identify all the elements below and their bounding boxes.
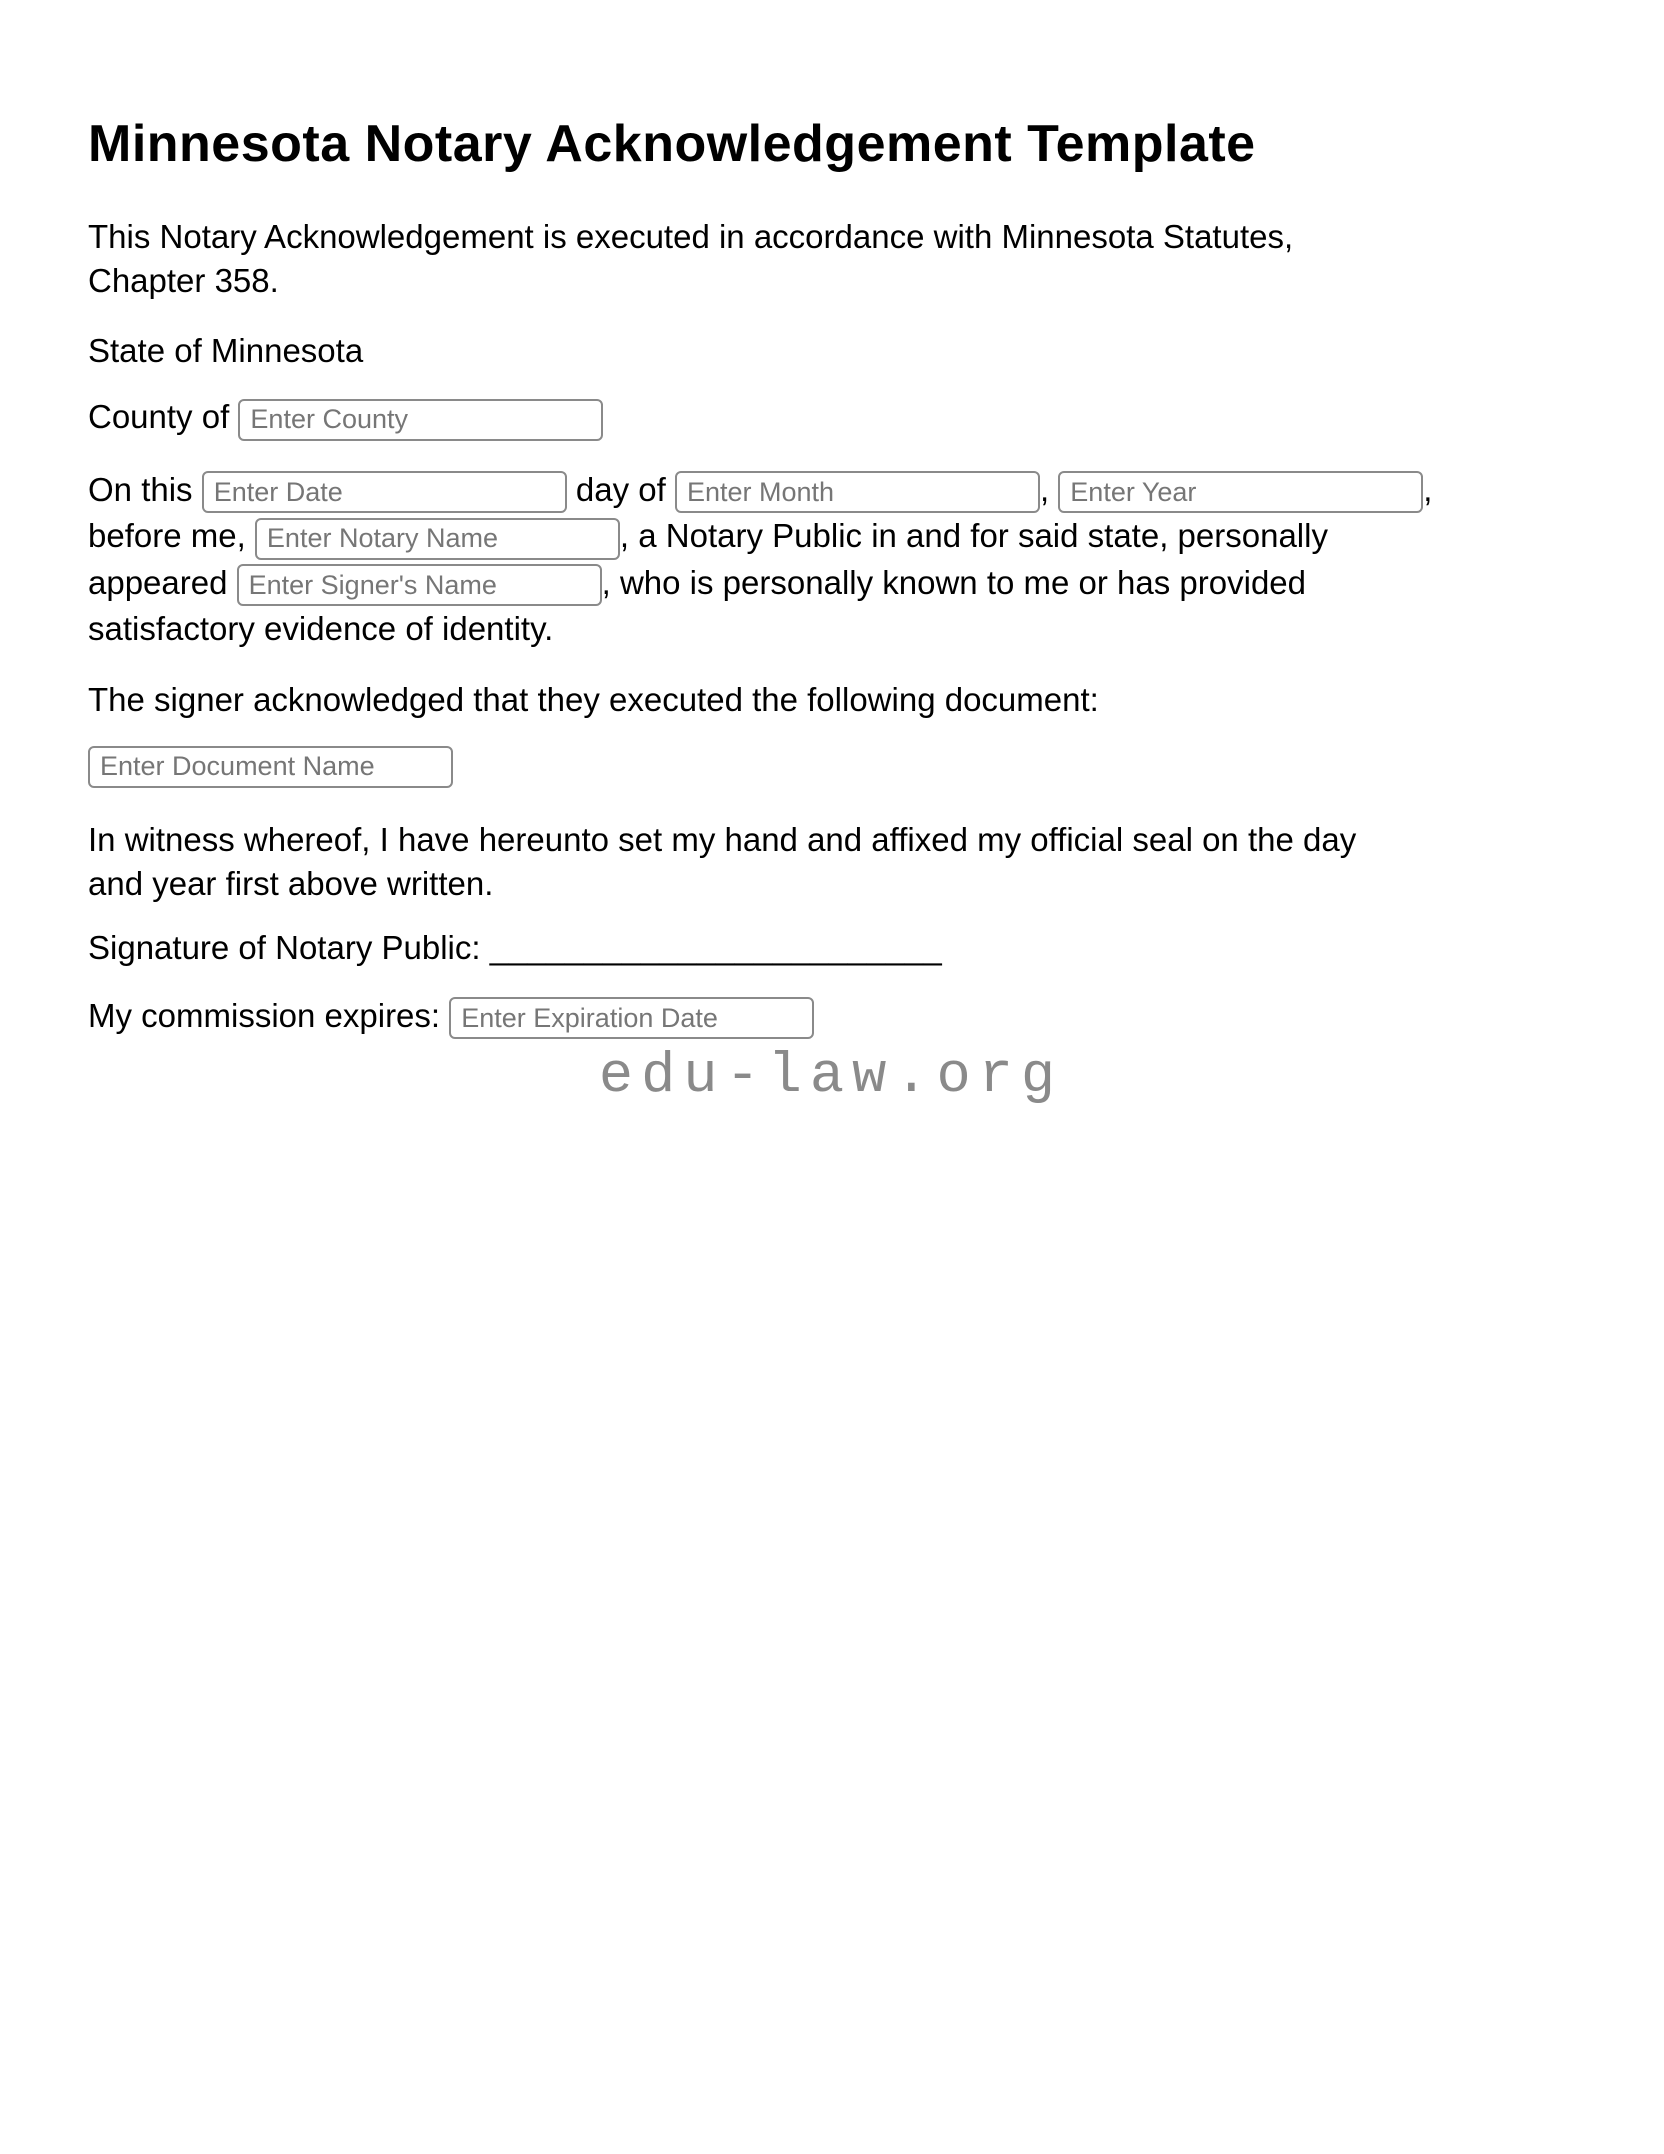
document-name-line [88,742,1574,788]
ack-text-segment: , a Notary Public in and for said state, personally [619,517,1328,555]
document-name-input[interactable] [88,746,453,788]
date-input[interactable] [202,471,567,513]
intro-line-1: This Notary Acknowledgement is executed in accordance with Minnesota Statutes, [88,218,1294,256]
ack-text-segment: , [1423,470,1433,508]
intro-paragraph [88,215,1574,303]
ack-text-segment: , who is personally known to me or has provided [601,563,1307,601]
watermark: edu-law.org [598,1045,1064,1110]
county-line [88,395,1574,441]
year-input[interactable] [1058,471,1423,513]
signer-acknowledged-line: The signer acknowledged that they executed the following document: [88,681,1099,719]
ack-text-segment: satisfactory evidence of identity. [88,610,554,648]
ack-text-segment: before me, [88,517,255,555]
state-line: State of Minnesota [88,332,364,370]
ack-text-segment: On this [88,470,202,508]
county-input[interactable] [238,399,603,441]
expiration-date-input[interactable] [449,997,814,1039]
witness-line-2: and year first above written. [88,864,494,902]
signature-row [88,926,1574,970]
notary-name-input[interactable] [255,518,620,560]
witness-paragraph [88,818,1574,906]
acknowledgement-paragraph [88,467,1574,653]
month-input[interactable] [675,471,1040,513]
ack-text-segment: day of [566,470,675,508]
ack-text-segment: appeared [88,563,237,601]
ack-text-segment: , [1039,470,1059,508]
signer-name-input[interactable] [237,564,602,606]
commission-row [88,994,1574,1040]
intro-line-2: Chapter 358. [88,262,279,300]
commission-label: My commission expires: [88,996,450,1034]
county-label: County of [88,398,239,436]
signature-blank-line: ________________________ [489,928,943,966]
witness-line-1: In witness whereof, I have hereunto set my hand and affixed my official seal on the day [88,820,1357,858]
signature-label: Signature of Notary Public: [88,928,490,966]
page-title: Minnesota Notary Acknowledgement Template [88,115,1256,173]
